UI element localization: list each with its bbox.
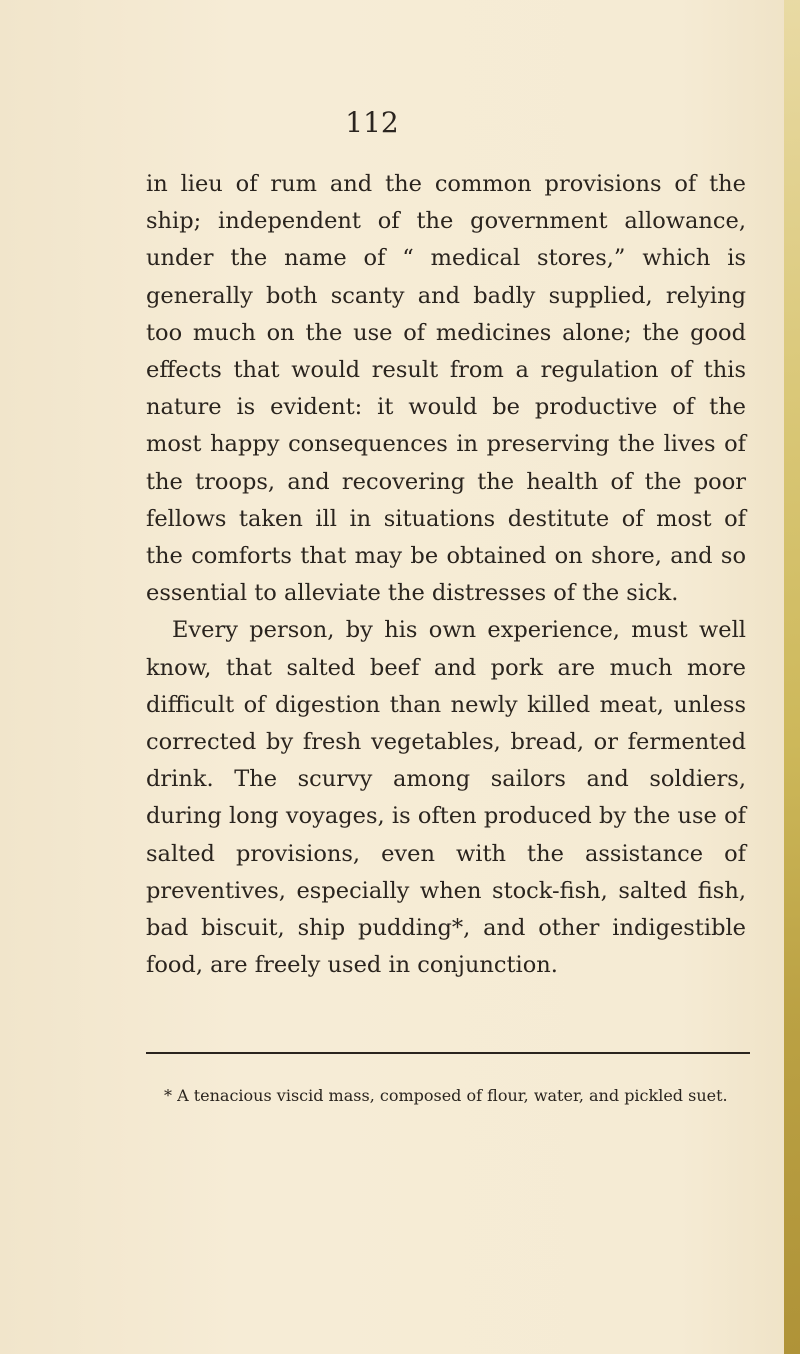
paragraph-continuation: in lieu of rum and the common provisions of the ship; independent of the government allowance, under the name of “ medical stores,” which is generally both scanty and badly supplied, relying too much on the use of medicines alone; the good effects that would result from a regulation of this nature is evident: it would be productive of the most happy consequences in preserving the lives of the troops, and recovering the health of the poor fellows taken ill in situations destitute of most of the comforts that may be obtained on shore, and so essential to alleviate the distresses of the sick. xyxy=(146,171,746,607)
body-text xyxy=(146,166,746,984)
gilt-page-edge xyxy=(784,0,800,1354)
footnote-rule xyxy=(146,1052,750,1054)
page-number: 112 xyxy=(345,106,399,139)
paragraph-every-person: Every person, by his own experience, must well know, that salted beef and pork are much more difficult of digestion than newly killed meat, unless corrected by fresh vegetables, bread, or fermented drink. The scurvy among sailors and soldiers, during long voyages, is often produced by the use of salted provisions, even with the assistance of preventives, especially when stock-fish, salted fish, bad biscuit, ship pudding*, and other indigestible food, are freely used in conjunction. xyxy=(146,617,746,979)
footnote: * A tenacious viscid mass, composed of flour, water, and pickled suet. xyxy=(164,1086,728,1105)
